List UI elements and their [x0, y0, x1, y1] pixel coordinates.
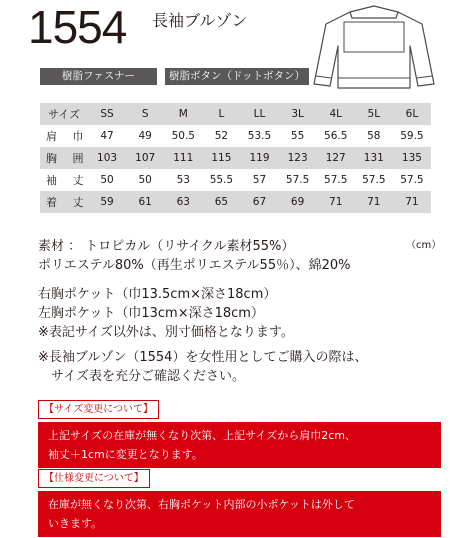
table-cell: LL — [240, 103, 278, 125]
table-cell: 107 — [126, 147, 164, 169]
table-row — [40, 191, 431, 213]
notice-line: 在庫が無くなり次第、右胸ポケット内部の小ポケットは外して — [48, 498, 355, 511]
jacket-back-icon — [310, 2, 438, 92]
table-cell: 58 — [355, 125, 393, 147]
table-cell: 123 — [279, 147, 317, 169]
table-cell: 55.5 — [202, 169, 240, 191]
table-cell: 肩 巾 — [40, 125, 88, 147]
table-cell: 111 — [164, 147, 202, 169]
material-line: 素材 ： トロピカル（リサイクル素材55%） — [38, 239, 295, 254]
notice-line: 上記サイズの在庫が無くなり次第、上記サイズから肩巾2cm、 — [48, 429, 356, 442]
table-cell: 61 — [126, 191, 164, 213]
size-table — [40, 103, 431, 213]
table-cell: 6L — [393, 103, 431, 125]
table-cell: 63 — [164, 191, 202, 213]
table-cell: 57 — [240, 169, 278, 191]
table-cell: 71 — [317, 191, 355, 213]
product-name: 長袖ブルゾン — [152, 11, 248, 30]
spec-change-notice — [38, 491, 441, 537]
table-cell: 127 — [317, 147, 355, 169]
table-cell: 69 — [279, 191, 317, 213]
table-cell: 57.5 — [355, 169, 393, 191]
size-change-heading: 【サイズ変更について】 — [38, 400, 159, 419]
table-cell: 52 — [202, 125, 240, 147]
table-cell: 50.5 — [164, 125, 202, 147]
table-cell: 50 — [126, 169, 164, 191]
table-cell: 53 — [164, 169, 202, 191]
table-cell: 71 — [393, 191, 431, 213]
notice-line: いきます。 — [48, 517, 103, 530]
table-row — [40, 169, 431, 191]
table-cell: 57.5 — [393, 169, 431, 191]
table-cell: 49 — [126, 125, 164, 147]
table-cell: 47 — [88, 125, 126, 147]
unit-label: （cm） — [406, 240, 442, 251]
table-cell: 71 — [355, 191, 393, 213]
table-cell: M — [164, 103, 202, 125]
note-line: ※表記サイズ以外は、別寸価格となります。 — [38, 325, 294, 340]
table-cell: L — [202, 103, 240, 125]
right-pocket-line: 右胸ポケット（巾13.5cm×深さ18cm） — [38, 287, 277, 302]
table-cell: 袖 丈 — [40, 169, 88, 191]
table-cell: 119 — [240, 147, 278, 169]
table-cell: 胸 囲 — [40, 147, 88, 169]
table-cell: サイズ — [40, 103, 88, 125]
table-cell: S — [126, 103, 164, 125]
table-row — [40, 147, 431, 169]
table-cell: 103 — [88, 147, 126, 169]
table-cell: SS — [88, 103, 126, 125]
table-cell: 65 — [202, 191, 240, 213]
table-cell: 59.5 — [393, 125, 431, 147]
table-cell: 115 — [202, 147, 240, 169]
table-cell: 56.5 — [317, 125, 355, 147]
table-row — [40, 125, 431, 147]
table-cell: 57.5 — [279, 169, 317, 191]
model-number: 1554 — [28, 1, 127, 53]
tag-resin-button: 樹脂ボタン（ドットボタン） — [165, 68, 309, 85]
table-cell: 135 — [393, 147, 431, 169]
table-cell: 59 — [88, 191, 126, 213]
table-cell: 57.5 — [317, 169, 355, 191]
tag-resin-fastener: 樹脂ファスナー — [40, 68, 157, 85]
left-pocket-line: 左胸ポケット（巾13cm×深さ18cm） — [38, 306, 264, 321]
note-line: サイズ表を充分ご確認ください。 — [38, 369, 245, 384]
table-cell: 5L — [355, 103, 393, 125]
table-cell: 131 — [355, 147, 393, 169]
table-header-row — [40, 103, 431, 125]
material-composition-line: ポリエステル80%（再生ポリエステル55％）、綿20% — [38, 258, 351, 273]
table-cell: 67 — [240, 191, 278, 213]
table-cell: 3L — [279, 103, 317, 125]
table-cell: 着 丈 — [40, 191, 88, 213]
spec-change-heading: 【仕様変更について】 — [38, 469, 150, 488]
table-cell: 53.5 — [240, 125, 278, 147]
notice-line: 袖丈＋1cmに変更となります。 — [48, 448, 203, 461]
table-cell: 55 — [279, 125, 317, 147]
table-cell: 4L — [317, 103, 355, 125]
note-line: ※長袖ブルゾン（1554）を女性用としてご購入の際は、 — [38, 350, 368, 365]
size-change-notice — [38, 422, 441, 468]
table-cell: 50 — [88, 169, 126, 191]
